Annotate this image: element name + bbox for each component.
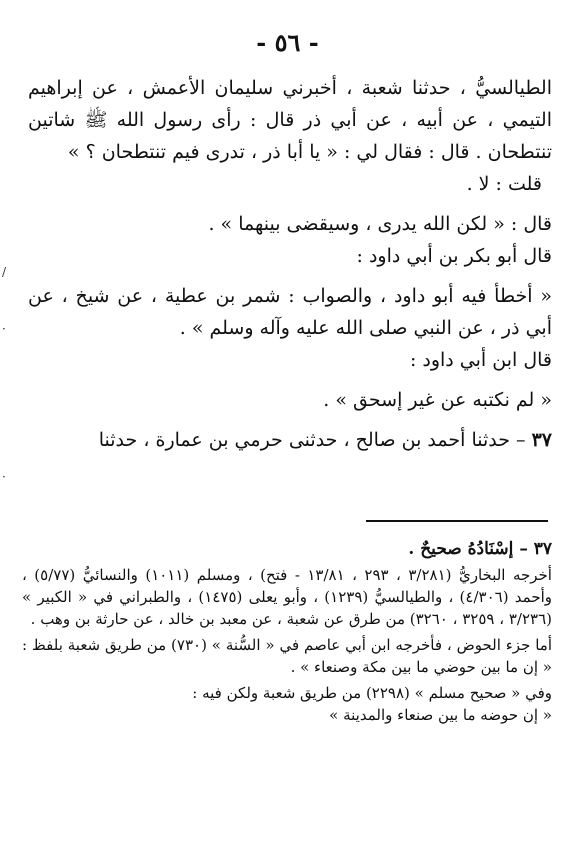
footnotes xyxy=(22,538,552,726)
paragraph: « لم نكتبه عن غير إسحق » . xyxy=(323,389,552,411)
paragraph: قال ابن أبي داود : xyxy=(409,349,552,371)
main-text xyxy=(28,72,552,456)
footnote-line: « إن حوضه ما بين صنعاء والمدينة » xyxy=(329,706,552,724)
paragraph: قال أبو بكر بن أبي داود : xyxy=(356,245,552,267)
footnote-heading: ٣٧ – إسْنَادُهُ صحيحٌ . xyxy=(408,539,552,559)
paragraph-text: – حدثنا أحمد بن صالح ، حدثنى حرمي بن عمارة ، حدثنا xyxy=(98,429,526,451)
paragraph: « أخطأ فيه أبو داود ، والصواب : شمر بن عطية ، عن شيخ ، عن أبي ذر ، عن النبي صلى الله عليه وآله وسلم » . xyxy=(28,285,552,339)
page-number: - ٥٦ - xyxy=(256,28,319,57)
paragraph: قال : « لكن الله يدرى ، وسيقضى بينهما » . xyxy=(208,213,552,235)
hadith-number: ٣٧ xyxy=(531,429,552,451)
margin-mark: · xyxy=(2,470,6,484)
footnote-divider xyxy=(366,520,548,522)
paragraph xyxy=(28,424,552,456)
footnote-line: وفي « صحيح مسلم » (٢٢٩٨) من طريق شعبة ولكن فيه : xyxy=(192,684,552,702)
margin-mark: / xyxy=(2,265,7,279)
footnote-line: أما جزء الحوض ، فأخرجه ابن أبي عاصم في « السُّنة » (٧٣٠) من طريق شعبة بلفظ : « إن ما بين حوضي ما بين مكة وصنعاء » . xyxy=(22,636,552,676)
paragraph: قلت : لا . xyxy=(466,173,542,195)
margin-mark: · xyxy=(2,322,6,336)
footnote-line: أخرجه البخاريُّ (٣/٢٨١ ، ٢٩٣ ، ١٣/٨١ - فتح) ، ومسلم (١٠١١) والنسائيُّ (٥/٧٧) ، وأحمد (٤/٣٠٦) ، والطيالسيُّ (١٢٣٩) ، وأبو يعلى (١٤٧٥) ، والطبراني في « الكبير » (٣/٢٣٦ ، ٣٢٥٩ ، ٣٢٦٠) من طرق عن شعبة ، عن معبد بن خالد ، عن حارثة بن وهب . xyxy=(22,566,552,628)
paragraph: الطيالسيُّ ، حدثنا شعبة ، أخبرني سليمان الأعمش ، عن إبراهيم التيمي ، عن أبيه ، عن أبي ذر قال : رأى رسول الله ﷺ شاتين تنتطحان . قال : فقال لي : « يا أبا ذر ، تدرى فيم تنتطحان ؟ » xyxy=(28,77,552,163)
